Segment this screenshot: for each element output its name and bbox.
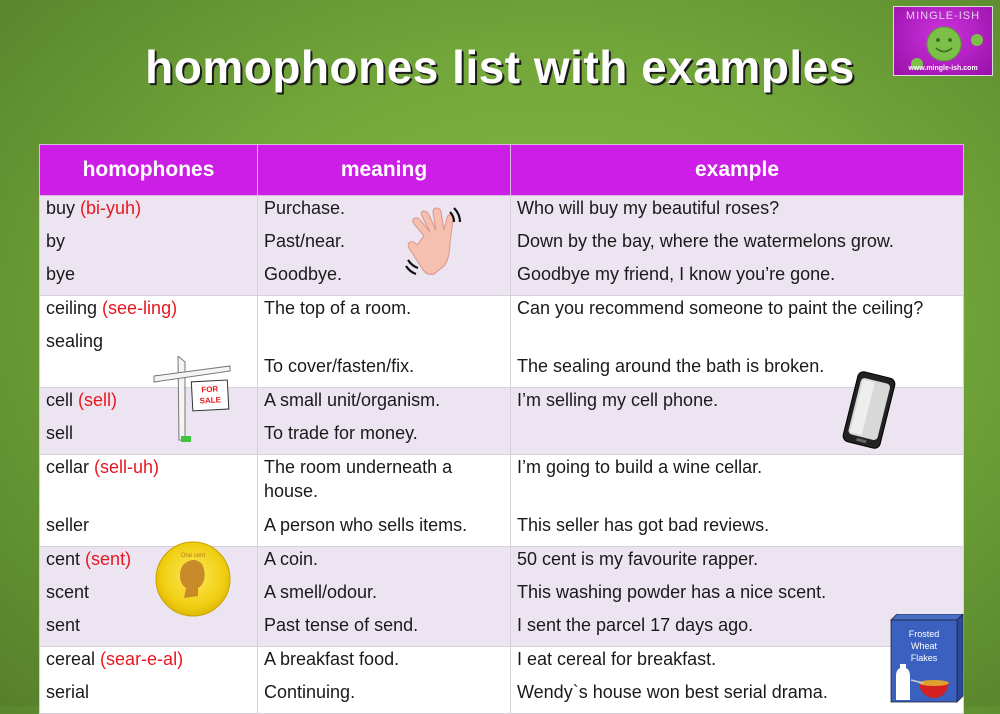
meaning-text: The room underneath a house. bbox=[264, 457, 453, 501]
for-sale-text: SALE bbox=[199, 395, 222, 406]
word-entry: buy (bi-yuh) bbox=[46, 198, 142, 218]
mingle-ish-logo[interactable] bbox=[893, 6, 993, 76]
word-entry: sealing bbox=[46, 331, 104, 351]
meaning-cell bbox=[258, 455, 511, 547]
homophones-cell bbox=[40, 196, 258, 296]
meaning-text: Past/near. bbox=[264, 231, 346, 251]
for-sale-sign-icon bbox=[152, 356, 232, 442]
homophones-cell bbox=[40, 647, 258, 714]
cell-phone-icon bbox=[838, 370, 900, 450]
example-text: I eat cereal for breakfast. bbox=[517, 649, 717, 669]
meaning-cell bbox=[258, 296, 511, 388]
example-cell bbox=[511, 455, 964, 547]
example-text: I’m selling my cell phone. bbox=[517, 390, 719, 410]
word-entry: scent bbox=[46, 582, 90, 602]
meaning-cell bbox=[258, 388, 511, 455]
meaning-text: To cover/fasten/fix. bbox=[264, 356, 415, 376]
word-entry: sent bbox=[46, 615, 81, 635]
header-homophones: homophones bbox=[40, 145, 258, 196]
meaning-text: A coin. bbox=[264, 549, 319, 569]
meaning-text: Continuing. bbox=[264, 682, 356, 702]
meaning-text: A breakfast food. bbox=[264, 649, 400, 669]
table-row bbox=[40, 455, 964, 547]
coin-label: One cent bbox=[180, 553, 206, 559]
logo-url: www.mingle-ish.com bbox=[908, 65, 978, 72]
meaning-text: The top of a room. bbox=[264, 298, 412, 318]
meaning-text: Goodbye. bbox=[264, 264, 343, 284]
word-entry: sell bbox=[46, 423, 74, 443]
example-text: Can you recommend someone to paint the ceiling? bbox=[517, 298, 924, 318]
cereal-box-line: Flakes bbox=[910, 653, 938, 663]
word-entry: ceiling (see-ling) bbox=[46, 298, 178, 318]
word-entry: cellar (sell-uh) bbox=[46, 457, 160, 477]
for-sale-text: FOR bbox=[201, 384, 219, 395]
example-text: Goodbye my friend, I know you’re gone. bbox=[517, 264, 836, 284]
example-text: 50 cent is my favourite rapper. bbox=[517, 549, 759, 569]
meaning-text: Past tense of send. bbox=[264, 615, 419, 635]
cereal-box-icon bbox=[889, 614, 965, 704]
word-entry: seller bbox=[46, 515, 90, 535]
table-row bbox=[40, 647, 964, 714]
example-text: Wendy`s house won best serial drama. bbox=[517, 682, 828, 702]
waving-hand-icon bbox=[404, 206, 470, 282]
meaning-cell bbox=[258, 547, 511, 647]
meaning-text: A small unit/organism. bbox=[264, 390, 441, 410]
example-text: This washing powder has a nice scent. bbox=[517, 582, 827, 602]
page-title: homophones list with examples bbox=[145, 41, 855, 93]
word-entry: cereal (sear-e-al) bbox=[46, 649, 184, 669]
coin-icon bbox=[154, 540, 232, 618]
meaning-text: A smell/odour. bbox=[264, 582, 378, 602]
example-text: I’m going to build a wine cellar. bbox=[517, 457, 763, 477]
word-entry: by bbox=[46, 231, 66, 251]
example-text: Who will buy my beautiful roses? bbox=[517, 198, 780, 218]
word-entry: cell (sell) bbox=[46, 390, 118, 410]
meaning-cell bbox=[258, 647, 511, 714]
meaning-text: Purchase. bbox=[264, 198, 346, 218]
logo-brand: MINGLE-ISH bbox=[905, 10, 981, 22]
word-entry: cent (sent) bbox=[46, 549, 132, 569]
cereal-box-line: Wheat bbox=[910, 641, 938, 651]
word-entry: bye bbox=[46, 264, 76, 284]
example-text: The sealing around the bath is broken. bbox=[517, 356, 825, 376]
word-entry: serial bbox=[46, 682, 90, 702]
meaning-text: A person who sells items. bbox=[264, 515, 468, 535]
example-text: Down by the bay, where the watermelons grow. bbox=[517, 231, 894, 251]
example-cell bbox=[511, 196, 964, 296]
table-row bbox=[40, 196, 964, 296]
header-example: example bbox=[511, 145, 964, 196]
meaning-text: To trade for money. bbox=[264, 423, 418, 443]
cereal-box-line: Frosted bbox=[908, 629, 940, 639]
homophones-cell bbox=[40, 455, 258, 547]
meaning-cell bbox=[258, 196, 511, 296]
table-header-row bbox=[40, 145, 964, 196]
example-text: This seller has got bad reviews. bbox=[517, 515, 770, 535]
header-meaning: meaning bbox=[258, 145, 511, 196]
example-text: I sent the parcel 17 days ago. bbox=[517, 615, 754, 635]
